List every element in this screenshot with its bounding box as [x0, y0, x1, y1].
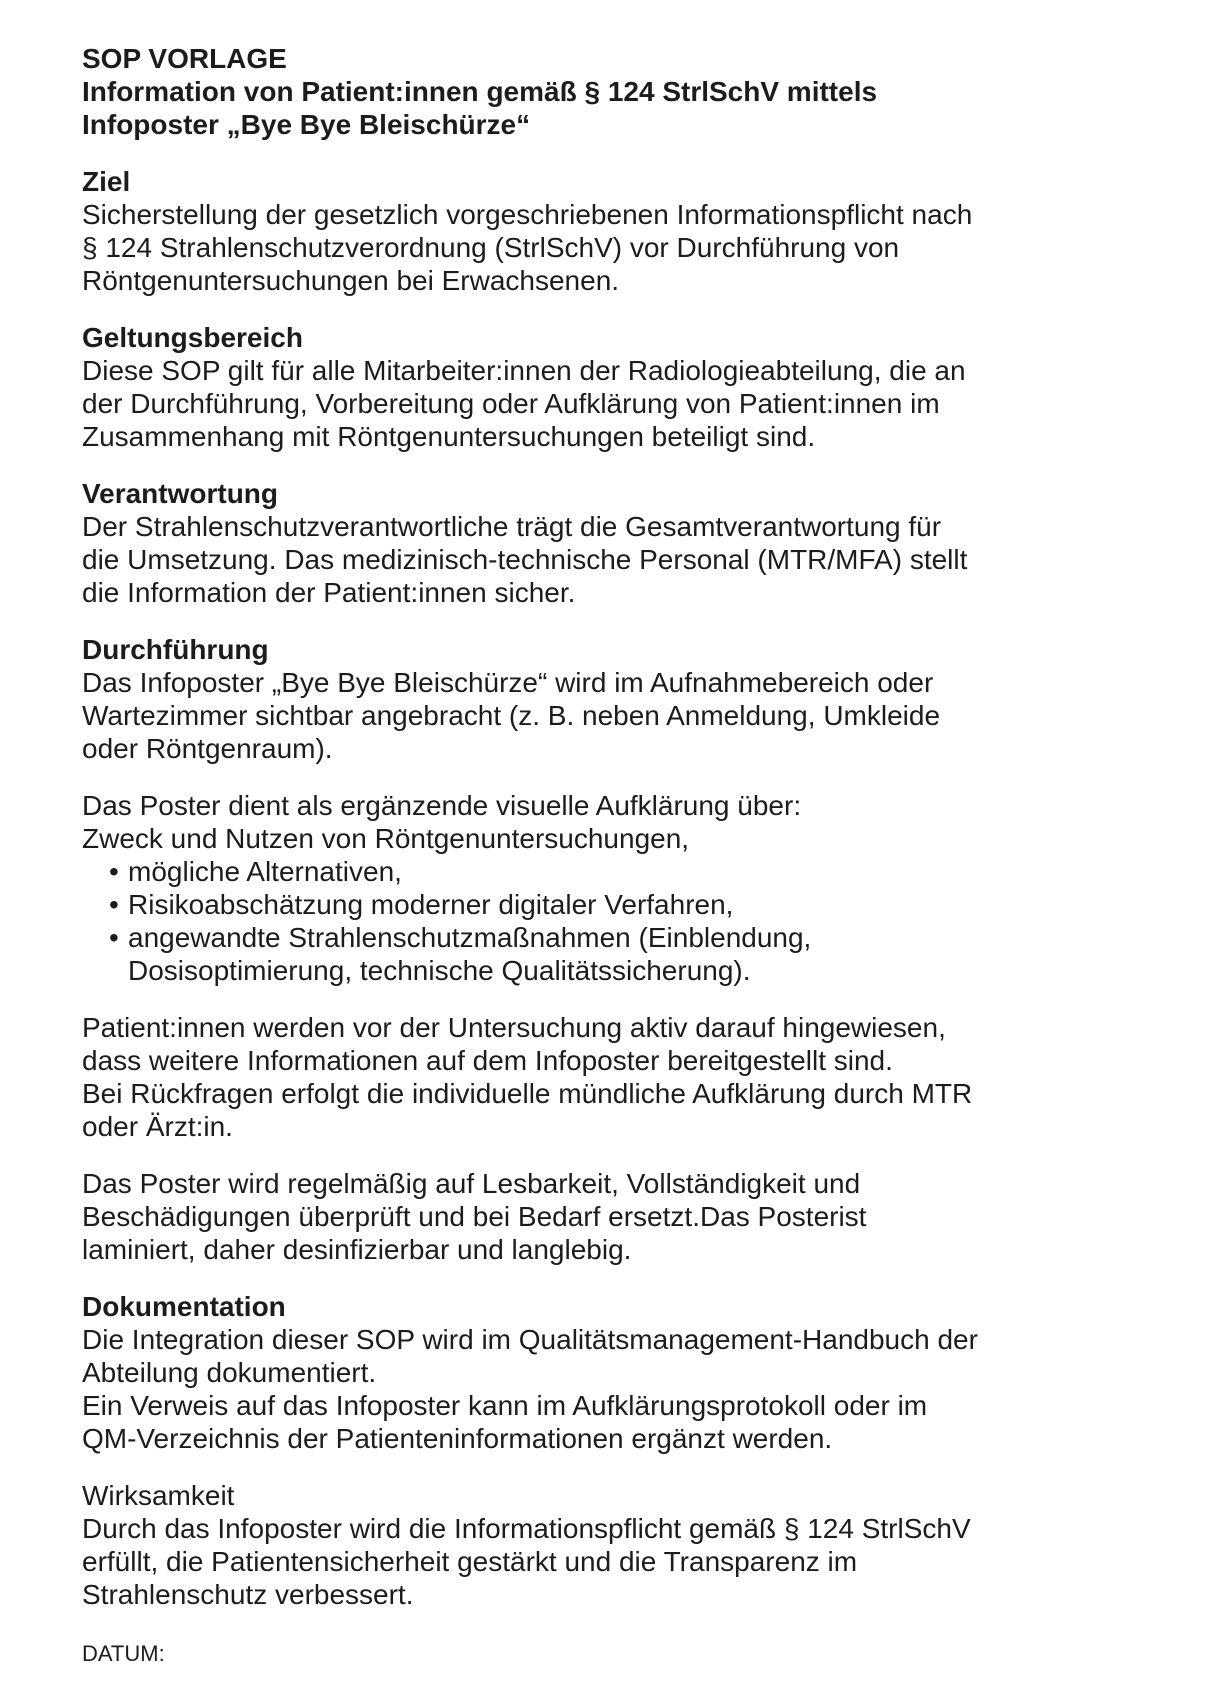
text-line: die Umsetzung. Das medizinisch-technische Personal (MTR/MFA) stellt	[82, 544, 968, 575]
text-line: oder Ärzt:in.	[82, 1111, 233, 1142]
text-line: Beschädigungen überprüft und bei Bedarf ersetzt.Das Posterist	[82, 1201, 867, 1232]
text-line: Wartezimmer sichtbar angebracht (z. B. neben Anmeldung, Umkleide	[82, 700, 941, 731]
document-footer	[82, 1641, 1174, 1667]
text-line: Zusammenhang mit Röntgenuntersuchungen beteiligt sind.	[82, 421, 816, 452]
text-line: oder Röntgenraum).	[82, 733, 333, 764]
bullet-item	[82, 855, 1174, 888]
date-label: DATUM:	[82, 1641, 165, 1666]
text-line: • mögliche Alternativen,	[128, 856, 402, 887]
text-line: Abteilung dokumentiert.	[82, 1357, 377, 1388]
text-line: die Information der Patient:innen sicher.	[82, 577, 576, 608]
bullet-item	[82, 921, 1174, 987]
text-line: QM-Verzeichnis der Patienteninformationen ergänzt werden.	[82, 1423, 833, 1454]
text-line: Ein Verweis auf das Infoposter kann im Aufklärungsprotokoll oder im	[82, 1390, 928, 1421]
section-heading-dokumentation: Dokumentation	[82, 1291, 286, 1322]
section-heading-geltungsbereich: Geltungsbereich	[82, 322, 303, 353]
text-line: Die Integration dieser SOP wird im Qualitätsmanagement-Handbuch der	[82, 1324, 978, 1355]
text-line: Diese SOP gilt für alle Mitarbeiter:innen der Radiologieabteilung, die an	[82, 355, 966, 386]
section-heading-ziel: Ziel	[82, 166, 131, 197]
section-dokumentation	[82, 1290, 1174, 1455]
document-title-line-2: Infoposter „Bye Bye Bleischürze“	[82, 109, 531, 140]
section-geltungsbereich	[82, 321, 1174, 453]
section-heading-wirksamkeit: Wirksamkeit	[82, 1480, 235, 1511]
section-heading-durchfuehrung: Durchführung	[82, 634, 269, 665]
text-line: • Risikoabschätzung moderner digitaler Verfahren,	[128, 889, 734, 920]
section-durchfuehrung	[82, 633, 1174, 1266]
bullet-list	[82, 855, 1174, 987]
text-line: Röntgenuntersuchungen bei Erwachsenen.	[82, 265, 620, 296]
text-line: Bei Rückfragen erfolgt die individuelle mündliche Aufklärung durch MTR	[82, 1078, 973, 1109]
text-line: dass weitere Informationen auf dem Infoposter bereitgestellt sind.	[82, 1045, 893, 1076]
document-title-line-1: Information von Patient:innen gemäß § 124 StrlSchV mittels	[82, 76, 878, 107]
text-line: laminiert, daher desinfizierbar und langlebig.	[82, 1234, 632, 1265]
text-line: Das Poster wird regelmäßig auf Lesbarkeit, Vollständigkeit und	[82, 1168, 861, 1199]
text-line: Durch das Infoposter wird die Informationspflicht gemäß § 124 StrlSchV	[82, 1513, 971, 1544]
document-header	[82, 42, 1174, 141]
section-wirksamkeit	[82, 1479, 1174, 1611]
text-line: Patient:innen werden vor der Untersuchung aktiv darauf hingewiesen,	[82, 1012, 946, 1043]
document-kicker: SOP VORLAGE	[82, 43, 287, 74]
text-line: Strahlenschutz verbessert.	[82, 1579, 414, 1610]
bullet-item	[82, 888, 1174, 921]
section-verantwortung	[82, 477, 1174, 609]
section-ziel	[82, 165, 1174, 297]
text-line: Das Poster dient als ergänzende visuelle Aufklärung über:	[82, 790, 802, 821]
text-line: Das Infoposter „Bye Bye Bleischürze“ wird im Aufnahmebereich oder	[82, 667, 934, 698]
text-line: Sicherstellung der gesetzlich vorgeschriebenen Informationspflicht nach	[82, 199, 973, 230]
text-line: Zweck und Nutzen von Röntgenuntersuchungen,	[82, 823, 690, 854]
text-line: Dosisoptimierung, technische Qualitätssicherung).	[128, 955, 751, 986]
section-heading-verantwortung: Verantwortung	[82, 478, 279, 509]
text-line: erfüllt, die Patientensicherheit gestärkt und die Transparenz im	[82, 1546, 858, 1577]
text-line: Der Strahlenschutzverantwortliche trägt die Gesamtverantwortung für	[82, 511, 942, 542]
text-line: § 124 Strahlenschutzverordnung (StrlSchV) vor Durchführung von	[82, 232, 900, 263]
text-line: der Durchführung, Vorbereitung oder Aufklärung von Patient:innen im	[82, 388, 940, 419]
text-line: • angewandte Strahlenschutzmaßnahmen (Einblendung,	[128, 922, 812, 953]
